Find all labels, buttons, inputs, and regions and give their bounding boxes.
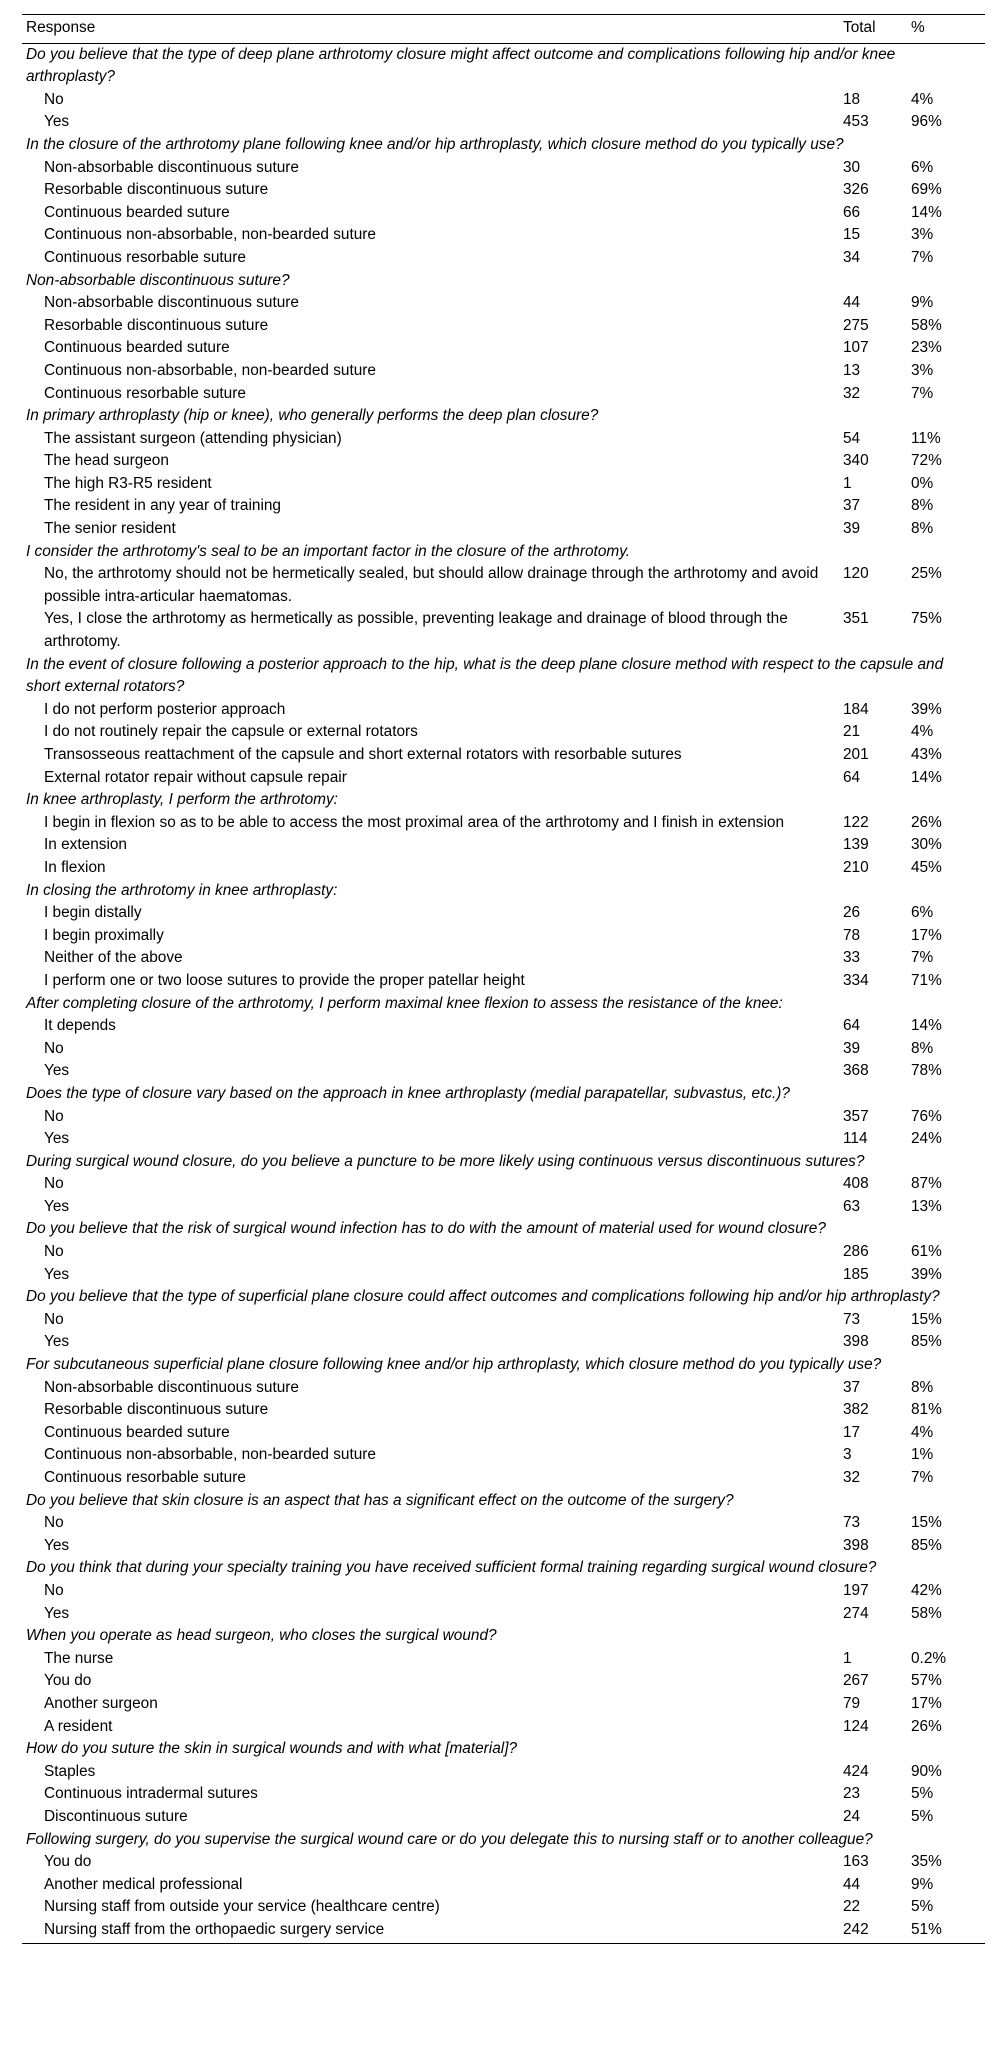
answer-percent: 9%	[911, 294, 934, 312]
answer-label: Continuous non-absorbable, non-bearded suture	[44, 361, 376, 379]
answer-row	[22, 1331, 985, 1354]
answer-label: No	[44, 1175, 64, 1193]
question-row	[22, 270, 985, 293]
answer-percent: 14%	[911, 1017, 942, 1035]
answer-total: 73	[843, 1514, 861, 1532]
question-row	[22, 654, 985, 699]
answer-row	[22, 925, 985, 948]
answer-total: 201	[843, 746, 869, 763]
answer-total: 63	[843, 1197, 861, 1215]
answer-label: Yes	[44, 1536, 70, 1554]
answer-row	[22, 1173, 985, 1196]
answer-total: 408	[843, 1175, 869, 1193]
answer-percent: 71%	[911, 971, 942, 989]
answer-label: No	[44, 1243, 64, 1261]
answer-total: 21	[843, 723, 861, 741]
answer-label: Yes	[44, 1062, 70, 1080]
answer-row	[22, 111, 985, 134]
answer-row	[22, 473, 985, 496]
answer-percent: 87%	[911, 1175, 942, 1193]
answer-percent: 45%	[911, 858, 942, 876]
answer-label: I perform one or two loose sutures to provide the proper patellar height	[44, 971, 525, 989]
answer-total: 39	[843, 1039, 861, 1057]
answer-total: 122	[843, 813, 869, 831]
answer-row	[22, 337, 985, 360]
answer-label: The nurse	[44, 1649, 114, 1667]
answer-total: 15	[843, 226, 861, 244]
answer-total: 398	[843, 1536, 869, 1554]
answer-percent: 0.2%	[911, 1649, 947, 1667]
answer-percent: 17%	[911, 926, 942, 944]
question-text: In primary arthroplasty (hip or knee), who generally performs the deep plan closure?	[26, 407, 599, 425]
answer-row	[22, 1603, 985, 1626]
answer-label: I begin in flexion so as to be able to access the most proximal area of the arthrotomy and I finish in extension	[44, 813, 785, 831]
question-text: After completing closure of the arthrotomy, I perform maximal knee flexion to assess the resistance of the knee:	[26, 994, 783, 1012]
answer-percent: 15%	[911, 1310, 942, 1328]
answer-row	[22, 834, 985, 857]
question-text: Do you believe that skin closure is an aspect that has a significant effect on the outcome of the surgery?	[26, 1491, 734, 1509]
answer-row	[22, 744, 985, 767]
answer-percent: 51%	[907, 1919, 985, 1944]
answer-label: Continuous resorbable suture	[44, 1469, 246, 1486]
question-text: How do you suture the skin in surgical wounds and with what [material]?	[26, 1740, 518, 1758]
answer-total: 73	[843, 1310, 861, 1328]
answer-percent: 0%	[911, 474, 934, 492]
answer-percent: 3%	[911, 361, 934, 379]
question-row	[22, 43, 985, 89]
answer-label: Nursing staff from outside your service (healthcare centre)	[44, 1898, 440, 1916]
answer-percent: 58%	[911, 1604, 942, 1622]
answer-row	[22, 1874, 985, 1897]
answer-label: External rotator repair without capsule repair	[44, 768, 347, 786]
answer-total: 18	[843, 90, 861, 108]
question-text: Non-absorbable discontinuous suture?	[26, 271, 290, 289]
answer-percent: 8%	[911, 1039, 934, 1057]
answer-row	[22, 1896, 985, 1919]
answer-total: 274	[843, 1604, 869, 1622]
answer-label: Neither of the above	[44, 949, 183, 967]
answer-label: No	[44, 1310, 64, 1328]
answer-label: Continuous bearded suture	[44, 339, 230, 357]
answer-total: 185	[843, 1265, 869, 1283]
question-text: In the event of closure following a posterior approach to the hip, what is the deep plane closure method with respect to the capsule and short external rotators?	[26, 655, 944, 696]
answer-row	[22, 563, 985, 608]
answer-total: 23	[843, 1785, 861, 1803]
answer-percent: 1%	[911, 1446, 934, 1464]
question-text: Following surgery, do you supervise the surgical wound care or do you delegate this to nursing staff or to another colleague?	[26, 1830, 873, 1848]
question-row	[22, 1083, 985, 1106]
answer-row	[22, 1467, 985, 1490]
question-row	[22, 1625, 985, 1648]
answer-label: Continuous resorbable suture	[44, 384, 246, 402]
answer-row	[22, 1196, 985, 1219]
answer-total: 78	[843, 926, 861, 944]
question-text: When you operate as head surgeon, who closes the surgical wound?	[26, 1627, 497, 1645]
answer-total: 351	[843, 610, 869, 628]
answer-total: 1	[843, 474, 852, 492]
answer-row	[22, 202, 985, 225]
answer-percent: 78%	[911, 1062, 942, 1080]
answer-row	[22, 1512, 985, 1535]
answer-label: Another surgeon	[44, 1694, 158, 1712]
answer-label: Yes, I close the arthrotomy as hermetically as possible, preventing leakage and drainage of blood through the arthrotomy.	[44, 610, 788, 651]
answer-percent: 14%	[911, 768, 942, 786]
answer-row	[22, 383, 985, 406]
answer-percent: 8%	[911, 1378, 934, 1396]
answer-label: Yes	[44, 1130, 70, 1148]
answer-total: 13	[843, 361, 861, 379]
question-text: I consider the arthrotomy's seal to be an important factor in the closure of the arthrotomy.	[26, 542, 631, 560]
answer-percent: 11%	[911, 429, 941, 447]
question-row	[22, 134, 985, 157]
answer-row	[22, 1761, 985, 1784]
answer-label: Yes	[44, 1333, 70, 1351]
question-text: Do you believe that the risk of surgical wound infection has to do with the amount of material used for wound closure?	[26, 1220, 826, 1238]
answer-percent: 7%	[911, 949, 934, 967]
answer-row	[22, 360, 985, 383]
answer-total: 34	[843, 248, 861, 266]
answer-total: 32	[843, 384, 861, 402]
answer-label: No	[44, 90, 64, 108]
answer-row	[22, 1241, 985, 1264]
answer-label: Continuous non-absorbable, non-bearded suture	[44, 1446, 376, 1464]
answer-label: Continuous bearded suture	[44, 1423, 230, 1441]
answer-total: 24	[843, 1807, 861, 1825]
answer-label: Non-absorbable discontinuous suture	[44, 1378, 299, 1396]
answer-label: Staples	[44, 1762, 96, 1780]
answer-row	[22, 495, 985, 518]
answer-total: 44	[843, 294, 861, 312]
answer-label: Non-absorbable discontinuous suture	[44, 158, 299, 176]
answer-label: Non-absorbable discontinuous suture	[44, 294, 299, 312]
answer-row	[22, 608, 985, 653]
answer-row	[22, 1422, 985, 1445]
answer-label: I begin proximally	[44, 926, 164, 944]
answer-percent: 4%	[911, 723, 934, 741]
answer-percent: 96%	[911, 113, 942, 131]
answer-label: Nursing staff from the orthopaedic surgery service	[22, 1919, 839, 1944]
answer-row	[22, 767, 985, 790]
question-row	[22, 1218, 985, 1241]
answer-row	[22, 1038, 985, 1061]
answer-label: I begin distally	[44, 904, 142, 922]
answer-total: 357	[843, 1107, 869, 1125]
question-row	[22, 1829, 985, 1852]
answer-row	[22, 224, 985, 247]
answer-total: 334	[843, 971, 869, 989]
answer-total: 368	[843, 1062, 869, 1080]
answer-percent: 76%	[911, 1107, 942, 1125]
answer-total: 286	[843, 1243, 869, 1261]
answer-total: 275	[843, 316, 869, 334]
answer-total: 326	[843, 181, 869, 199]
answer-percent: 42%	[911, 1581, 942, 1599]
answer-percent: 4%	[911, 90, 934, 108]
answer-label: A resident	[44, 1717, 113, 1735]
question-text: In closing the arthrotomy in knee arthroplasty:	[26, 881, 338, 899]
answer-total: 197	[843, 1581, 869, 1599]
question-row	[22, 405, 985, 428]
answer-total: 37	[843, 1378, 861, 1396]
question-text: For subcutaneous superficial plane closure following knee and/or hip arthroplasty, which closure method do you typically use?	[26, 1356, 882, 1374]
answer-total: 32	[843, 1469, 861, 1486]
question-text: Do you believe that the type of superficial plane closure could affect outcomes and complications following hip and/or hip arthroplasty?	[26, 1288, 940, 1306]
question-text: During surgical wound closure, do you believe a puncture to be more likely using continuous versus discontinuous sutures?	[26, 1152, 865, 1170]
answer-percent: 90%	[911, 1762, 942, 1780]
answer-percent: 9%	[911, 1875, 934, 1893]
answer-label: Yes	[44, 113, 70, 131]
answer-percent: 7%	[911, 1469, 934, 1486]
answer-label: Yes	[44, 1265, 70, 1283]
answer-row	[22, 1783, 985, 1806]
table-header	[22, 15, 985, 44]
answer-row	[22, 1264, 985, 1287]
answer-row	[22, 1015, 985, 1038]
question-row	[22, 993, 985, 1016]
answer-label: Yes	[44, 1197, 70, 1215]
question-text: In knee arthroplasty, I perform the arthrotomy:	[26, 791, 338, 809]
table-body	[22, 43, 985, 1944]
question-text: Does the type of closure vary based on the approach in knee arthroplasty (medial parapatellar, subvastus, etc.)?	[26, 1084, 790, 1102]
answer-total: 64	[843, 768, 861, 786]
answer-total: 267	[843, 1672, 869, 1690]
header-response: Response	[22, 15, 839, 44]
answer-label: Resorbable discontinuous suture	[44, 316, 269, 334]
answer-row	[22, 179, 985, 202]
answer-percent: 30%	[911, 836, 942, 854]
answer-percent: 8%	[911, 497, 934, 515]
answer-label: Another medical professional	[44, 1875, 243, 1893]
question-row	[22, 1557, 985, 1580]
answer-label: Continuous intradermal sutures	[44, 1785, 258, 1803]
answer-row	[22, 1106, 985, 1129]
answer-percent: 8%	[911, 520, 934, 538]
answer-label: No	[44, 1039, 64, 1057]
answer-row	[22, 1648, 985, 1671]
question-row	[22, 1354, 985, 1377]
question-row	[22, 1738, 985, 1761]
answer-total: 124	[843, 1717, 869, 1735]
answer-total: 114	[843, 1130, 868, 1148]
answer-percent: 26%	[911, 813, 942, 831]
answer-label: Continuous resorbable suture	[44, 248, 246, 266]
answer-total: 453	[843, 113, 869, 131]
answer-label: The high R3-R5 resident	[44, 474, 212, 492]
answer-percent: 26%	[911, 1717, 942, 1735]
answer-label: The head surgeon	[44, 452, 169, 470]
answer-total: 382	[843, 1401, 869, 1419]
answer-row	[22, 699, 985, 722]
answer-label: The resident in any year of training	[44, 497, 281, 515]
header-percent: %	[907, 15, 985, 44]
answer-percent: 23%	[911, 339, 942, 357]
answer-total: 54	[843, 429, 861, 447]
answer-total: 424	[843, 1762, 869, 1780]
answer-row	[22, 89, 985, 112]
answer-total: 26	[843, 904, 861, 922]
question-row	[22, 880, 985, 903]
answer-total: 139	[843, 836, 869, 854]
answer-label: No	[44, 1581, 64, 1599]
answer-row	[22, 1851, 985, 1874]
answer-row	[22, 857, 985, 880]
answer-row	[22, 1535, 985, 1558]
answer-percent: 6%	[911, 158, 934, 176]
answer-total: 163	[843, 1853, 869, 1871]
answer-total: 66	[843, 203, 861, 221]
answer-percent: 58%	[911, 316, 942, 334]
answer-label: Transosseous reattachment of the capsule and short external rotators with resorbable sutures	[44, 746, 682, 763]
answer-total: 184	[843, 700, 869, 718]
question-row	[22, 1151, 985, 1174]
answer-percent: 25%	[911, 565, 942, 583]
answer-label: Resorbable discontinuous suture	[44, 181, 269, 199]
answer-label: Discontinuous suture	[44, 1807, 188, 1825]
answer-total: 39	[843, 520, 861, 538]
answer-label: Resorbable discontinuous suture	[44, 1401, 269, 1419]
answer-row	[22, 247, 985, 270]
question-row	[22, 1286, 985, 1309]
answer-row	[22, 902, 985, 925]
answer-total: 3	[843, 1446, 852, 1464]
answer-total: 22	[843, 1898, 861, 1916]
answer-row	[22, 315, 985, 338]
answer-percent: 39%	[911, 1265, 942, 1283]
answer-total: 30	[843, 158, 861, 176]
answer-total: 1	[843, 1649, 852, 1667]
answer-percent: 85%	[911, 1333, 942, 1351]
answer-total: 398	[843, 1333, 869, 1351]
answer-percent: 14%	[911, 203, 942, 221]
answer-row	[22, 1377, 985, 1400]
question-text: Do you think that during your specialty training you have received sufficient formal training regarding surgical wound closure?	[26, 1559, 877, 1577]
answer-row	[22, 812, 985, 835]
answer-row	[22, 947, 985, 970]
answer-row	[22, 1128, 985, 1151]
answer-total: 79	[843, 1694, 861, 1712]
answer-label: In flexion	[44, 858, 106, 876]
answer-label: In extension	[44, 836, 127, 854]
answer-label: No, the arthrotomy should not be hermetically sealed, but should allow drainage through the arthrotomy and avoid possible intra-articular haematomas.	[44, 565, 819, 605]
answer-percent: 35%	[911, 1853, 942, 1871]
answer-row	[22, 721, 985, 744]
answer-row	[22, 970, 985, 993]
answer-total: 120	[843, 565, 869, 583]
answer-row	[22, 1399, 985, 1422]
answer-percent: 17%	[911, 1694, 942, 1712]
answer-percent: 81%	[911, 1401, 942, 1419]
answer-label: You do	[44, 1672, 92, 1690]
answer-percent: 5%	[911, 1807, 934, 1825]
answer-percent: 7%	[911, 248, 934, 266]
answer-row	[22, 1670, 985, 1693]
answer-row	[22, 1309, 985, 1332]
header-row	[22, 15, 985, 44]
answer-row	[22, 1060, 985, 1083]
question-row	[22, 789, 985, 812]
answer-label: The assistant surgeon (attending physician)	[44, 429, 342, 447]
answer-label: No	[44, 1514, 64, 1532]
answer-percent: 39%	[911, 700, 942, 718]
answer-total: 210	[843, 858, 869, 876]
answer-row	[22, 1693, 985, 1716]
answer-row	[22, 428, 985, 451]
answer-total: 37	[843, 497, 861, 515]
answer-label: I do not routinely repair the capsule or external rotators	[44, 723, 418, 741]
answer-row	[22, 292, 985, 315]
answer-total: 242	[839, 1919, 907, 1944]
answer-percent: 75%	[911, 610, 942, 628]
header-total: Total	[839, 15, 907, 44]
answer-percent: 5%	[911, 1898, 934, 1916]
answer-percent: 61%	[911, 1243, 942, 1261]
answer-label: I do not perform posterior approach	[44, 700, 286, 718]
answer-row	[22, 1716, 985, 1739]
answer-label: The senior resident	[44, 520, 176, 538]
answer-percent: 7%	[911, 384, 934, 402]
survey-results-table-container	[22, 14, 985, 1944]
answer-percent: 3%	[911, 226, 934, 244]
answer-row	[22, 1919, 985, 1944]
answer-percent: 24%	[911, 1130, 942, 1148]
answer-percent: 5%	[911, 1785, 934, 1803]
answer-percent: 4%	[911, 1423, 934, 1441]
answer-row	[22, 1806, 985, 1829]
answer-percent: 72%	[911, 452, 942, 470]
answer-label: No	[44, 1107, 64, 1125]
answer-row	[22, 518, 985, 541]
answer-label: Continuous bearded suture	[44, 203, 230, 221]
answer-total: 44	[843, 1875, 861, 1893]
answer-row	[22, 450, 985, 473]
question-row	[22, 541, 985, 564]
answer-row	[22, 1444, 985, 1467]
answer-percent: 6%	[911, 904, 934, 922]
answer-label: Yes	[44, 1604, 70, 1622]
answer-percent: 15%	[911, 1514, 942, 1532]
answer-total: 340	[843, 452, 869, 470]
answer-row	[22, 1580, 985, 1603]
survey-results-table	[22, 14, 985, 1944]
answer-row	[22, 157, 985, 180]
answer-percent: 13%	[911, 1197, 942, 1215]
answer-percent: 85%	[911, 1536, 942, 1554]
answer-percent: 43%	[911, 746, 942, 763]
answer-percent: 57%	[911, 1672, 942, 1690]
answer-label: Continuous non-absorbable, non-bearded suture	[44, 226, 376, 244]
answer-label: It depends	[44, 1017, 116, 1035]
answer-total: 107	[843, 339, 869, 357]
answer-total: 17	[843, 1423, 861, 1441]
question-text: In the closure of the arthrotomy plane following knee and/or hip arthroplasty, which closure method do you typically use?	[26, 135, 844, 153]
answer-total: 64	[843, 1017, 861, 1035]
question-text: Do you believe that the type of deep plane arthrotomy closure might affect outcome and complications following hip and/or knee arthroplasty?	[26, 45, 896, 86]
answer-label: You do	[44, 1853, 92, 1871]
question-row	[22, 1490, 985, 1513]
answer-total: 33	[843, 949, 861, 967]
answer-percent: 69%	[911, 181, 942, 199]
